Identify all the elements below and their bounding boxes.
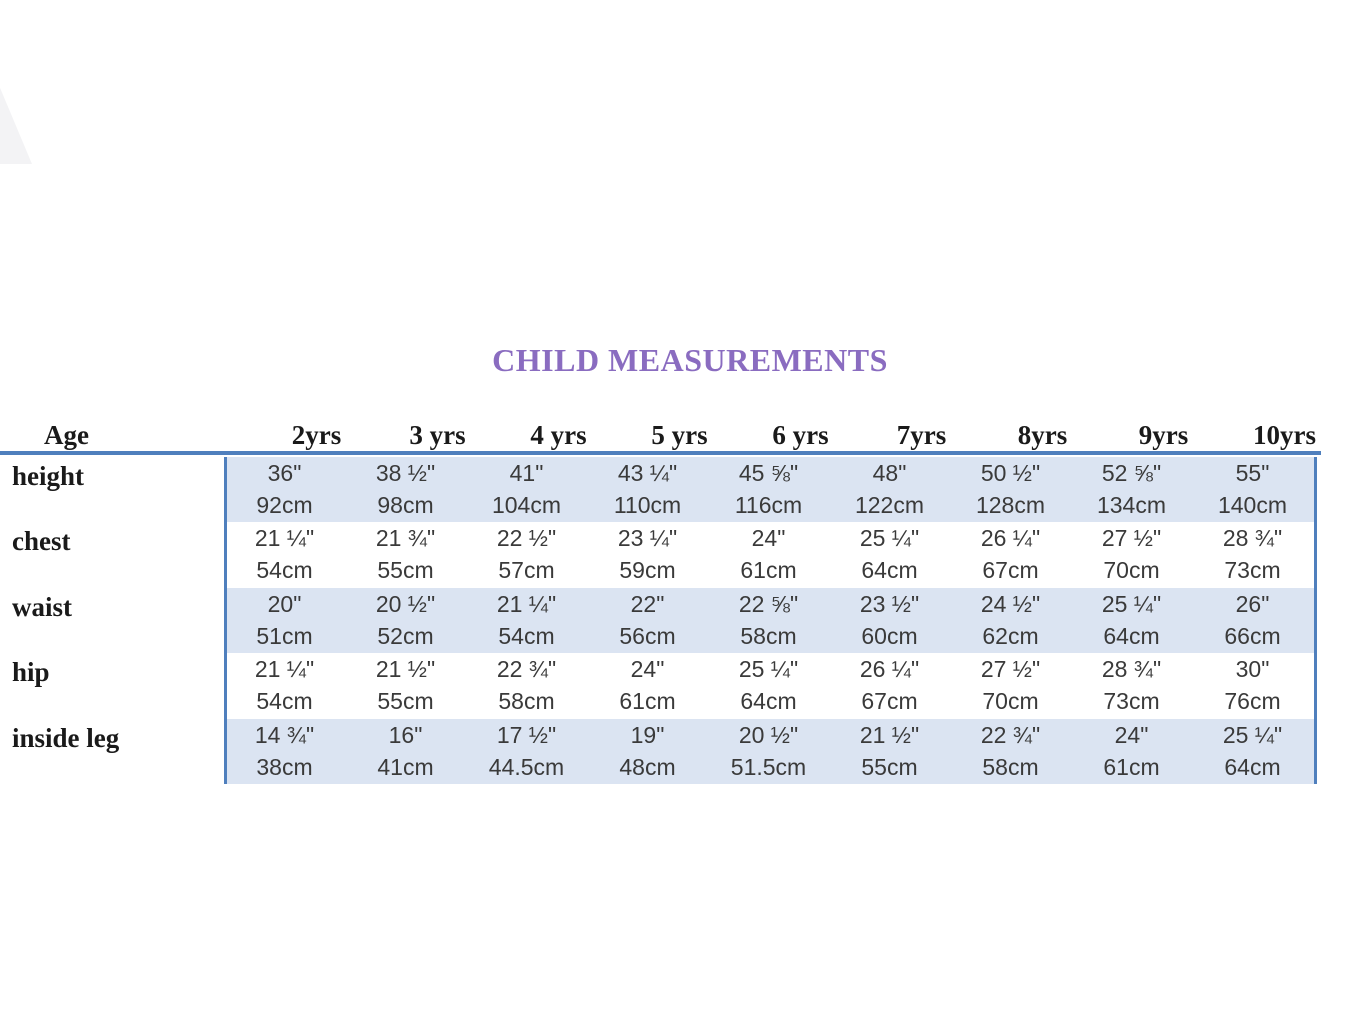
measurement-cell (708, 719, 829, 783)
measurement-cell (1071, 588, 1192, 652)
inch-value: 24" (1114, 721, 1149, 748)
cm-value: 140cm (1217, 492, 1288, 518)
inch-value: 25 ¼" (1222, 721, 1283, 748)
inch-value: 22 ½" (496, 525, 557, 552)
measurement-cell (950, 653, 1071, 717)
inch-value: 21 ¼" (254, 656, 315, 683)
measurement-cell (466, 588, 587, 652)
cm-value: 67cm (982, 557, 1039, 584)
cm-value: 116cm (734, 492, 803, 518)
measurement-cell (587, 719, 708, 783)
measurement-cell (345, 457, 466, 521)
cm-value: 73cm (1224, 557, 1281, 584)
cm-value: 70cm (1103, 557, 1160, 584)
cm-value: 98cm (377, 492, 434, 518)
corner-decoration (0, 88, 32, 164)
measurement-cell (1071, 653, 1192, 717)
inch-value: 52 ⅝" (1101, 460, 1162, 486)
inch-value: 25 ¼" (1101, 590, 1162, 617)
cm-value: 54cm (256, 557, 313, 584)
measurement-label: inside leg (12, 722, 120, 753)
measurement-cell (345, 653, 466, 717)
measurement-cell (950, 588, 1071, 652)
inch-value: 21 ½" (859, 721, 920, 748)
measurement-cell (587, 588, 708, 652)
cm-value: 58cm (740, 622, 797, 649)
measurement-cell (345, 719, 466, 783)
inch-value: 21 ½" (375, 656, 436, 683)
measurement-cell (587, 653, 708, 717)
cm-value: 55cm (377, 688, 434, 715)
inch-value: 27 ½" (1101, 525, 1162, 552)
cm-value: 55cm (861, 753, 918, 780)
inch-value: 28 ¾" (1222, 525, 1283, 552)
table-row (0, 653, 1321, 718)
measurement-cell (1071, 522, 1192, 586)
inch-value: 16" (388, 721, 423, 748)
size-header: 5 yrs (651, 420, 708, 450)
size-header: 7yrs (896, 420, 947, 450)
measurement-cell (224, 522, 345, 586)
cm-value: 52cm (377, 622, 434, 649)
cm-value: 59cm (619, 557, 676, 584)
cm-value: 38cm (256, 753, 313, 780)
inch-value: 20" (267, 590, 302, 617)
measurement-label: height (12, 461, 85, 491)
measurement-cell (587, 522, 708, 586)
inch-value: 24" (630, 656, 665, 683)
measurement-cell (829, 719, 950, 783)
inch-value: 36" (267, 460, 302, 486)
inch-value: 25 ¼" (859, 525, 920, 552)
cm-value: 48cm (619, 753, 676, 780)
inch-value: 25 ¼" (738, 656, 799, 683)
inch-value: 48" (872, 460, 907, 486)
measurement-cell (950, 522, 1071, 586)
cm-value: 64cm (740, 688, 797, 715)
size-header: 8yrs (1017, 420, 1068, 450)
inch-value: 24 ½" (980, 590, 1041, 617)
cm-value: 51.5cm (730, 753, 807, 780)
measurement-cell (466, 457, 587, 521)
table-row (0, 522, 1321, 587)
inch-value: 22 ¾" (496, 656, 557, 683)
inch-value: 22 ⅝" (738, 590, 799, 617)
inch-value: 23 ½" (859, 590, 920, 617)
cm-value: 73cm (1103, 688, 1160, 715)
inch-value: 20 ½" (738, 721, 799, 748)
page-title: CHILD MEASUREMENTS (492, 342, 888, 378)
inch-value: 21 ¼" (496, 590, 557, 617)
cm-value: 58cm (982, 753, 1039, 780)
cm-value: 64cm (1224, 753, 1281, 780)
inch-value: 22 ¾" (980, 721, 1041, 748)
size-header: 2yrs (291, 420, 342, 450)
cm-value: 76cm (1224, 688, 1281, 715)
measurement-cell (224, 457, 345, 521)
table-row (0, 719, 1321, 784)
inch-value: 27 ½" (980, 656, 1041, 683)
measurement-cell (1071, 457, 1192, 521)
inch-value: 21 ¾" (375, 525, 436, 552)
cm-value: 44.5cm (488, 753, 565, 780)
cm-value: 51cm (256, 622, 313, 649)
measurement-label: waist (12, 591, 72, 622)
inch-value: 14 ¾" (254, 721, 315, 748)
measurement-cell (466, 719, 587, 783)
size-header: 3 yrs (409, 420, 466, 450)
measurement-label: hip (12, 657, 50, 688)
cm-value: 61cm (619, 688, 676, 715)
cm-value: 54cm (498, 622, 555, 649)
measurement-cell (1192, 719, 1313, 783)
measurement-cell (345, 522, 466, 586)
inch-value: 21 ¼" (254, 525, 315, 552)
cm-value: 62cm (982, 622, 1039, 649)
cm-value: 104cm (491, 492, 562, 518)
measurement-label: chest (12, 526, 71, 557)
measurement-cell (224, 588, 345, 652)
cm-value: 56cm (619, 622, 676, 649)
inch-value: 22" (630, 590, 665, 617)
measurement-cell (466, 653, 587, 717)
inch-value: 38 ½" (375, 460, 436, 486)
cm-value: 128cm (975, 492, 1046, 518)
inch-value: 26 ¼" (859, 656, 920, 683)
cm-value: 64cm (861, 557, 918, 584)
measurement-cell (829, 457, 950, 521)
table-body (0, 457, 1321, 784)
inch-value: 28 ¾" (1101, 656, 1162, 683)
cm-value: 58cm (498, 688, 555, 715)
inch-value: 19" (630, 721, 665, 748)
size-header: 4 yrs (530, 420, 587, 450)
age-header: Age (44, 420, 89, 450)
table-border-left (224, 457, 227, 784)
inch-value: 26 ¼" (980, 525, 1041, 552)
inch-value: 17 ½" (496, 721, 557, 748)
inch-value: 24" (751, 525, 786, 552)
measurement-cell (224, 653, 345, 717)
table-header (32, 418, 1353, 452)
cm-value: 64cm (1103, 622, 1160, 649)
inch-value: 26" (1235, 590, 1270, 617)
inch-value: 43 ¼" (617, 460, 678, 486)
inch-value: 55" (1235, 460, 1270, 486)
inch-value: 20 ½" (375, 590, 436, 617)
cm-value: 67cm (861, 688, 918, 715)
cm-value: 55cm (377, 557, 434, 584)
cm-value: 61cm (740, 557, 797, 584)
header-rule (0, 451, 1321, 455)
inch-value: 41" (509, 460, 544, 486)
cm-value: 134cm (1096, 492, 1167, 518)
inch-value: 23 ¼" (617, 525, 678, 552)
cm-value: 110cm (613, 492, 682, 518)
measurement-cell (950, 719, 1071, 783)
measurement-cell (1192, 588, 1313, 652)
table-border-right (1314, 457, 1317, 784)
measurement-cell (708, 588, 829, 652)
size-header: 6 yrs (772, 420, 829, 450)
measurement-cell (829, 588, 950, 652)
inch-value: 45 ⅝" (738, 460, 799, 486)
measurement-cell (829, 522, 950, 586)
measurement-cell (345, 588, 466, 652)
measurement-cell (1192, 457, 1313, 521)
measurement-cell (950, 457, 1071, 521)
measurement-cell (1071, 719, 1192, 783)
cm-value: 122cm (854, 492, 925, 518)
measurement-cell (224, 719, 345, 783)
measurement-cell (708, 653, 829, 717)
inch-value: 50 ½" (980, 460, 1041, 486)
cm-value: 57cm (498, 557, 555, 584)
cm-value: 92cm (256, 492, 313, 518)
measurement-cell (708, 457, 829, 521)
table-row (0, 588, 1321, 653)
cm-value: 66cm (1224, 622, 1281, 649)
size-header: 10yrs (1253, 420, 1316, 450)
table-row (0, 457, 1321, 522)
measurement-cell (829, 653, 950, 717)
cm-value: 54cm (256, 688, 313, 715)
cm-value: 41cm (377, 753, 434, 780)
cm-value: 70cm (982, 688, 1039, 715)
measurement-cell (1192, 522, 1313, 586)
measurement-cell (466, 522, 587, 586)
measurement-cell (708, 522, 829, 586)
cm-value: 60cm (861, 622, 918, 649)
cm-value: 61cm (1103, 753, 1160, 780)
measurement-cell (1192, 653, 1313, 717)
measurement-cell (587, 457, 708, 521)
inch-value: 30" (1235, 656, 1270, 683)
measurement-table (32, 418, 1353, 452)
size-header: 9yrs (1138, 420, 1189, 450)
